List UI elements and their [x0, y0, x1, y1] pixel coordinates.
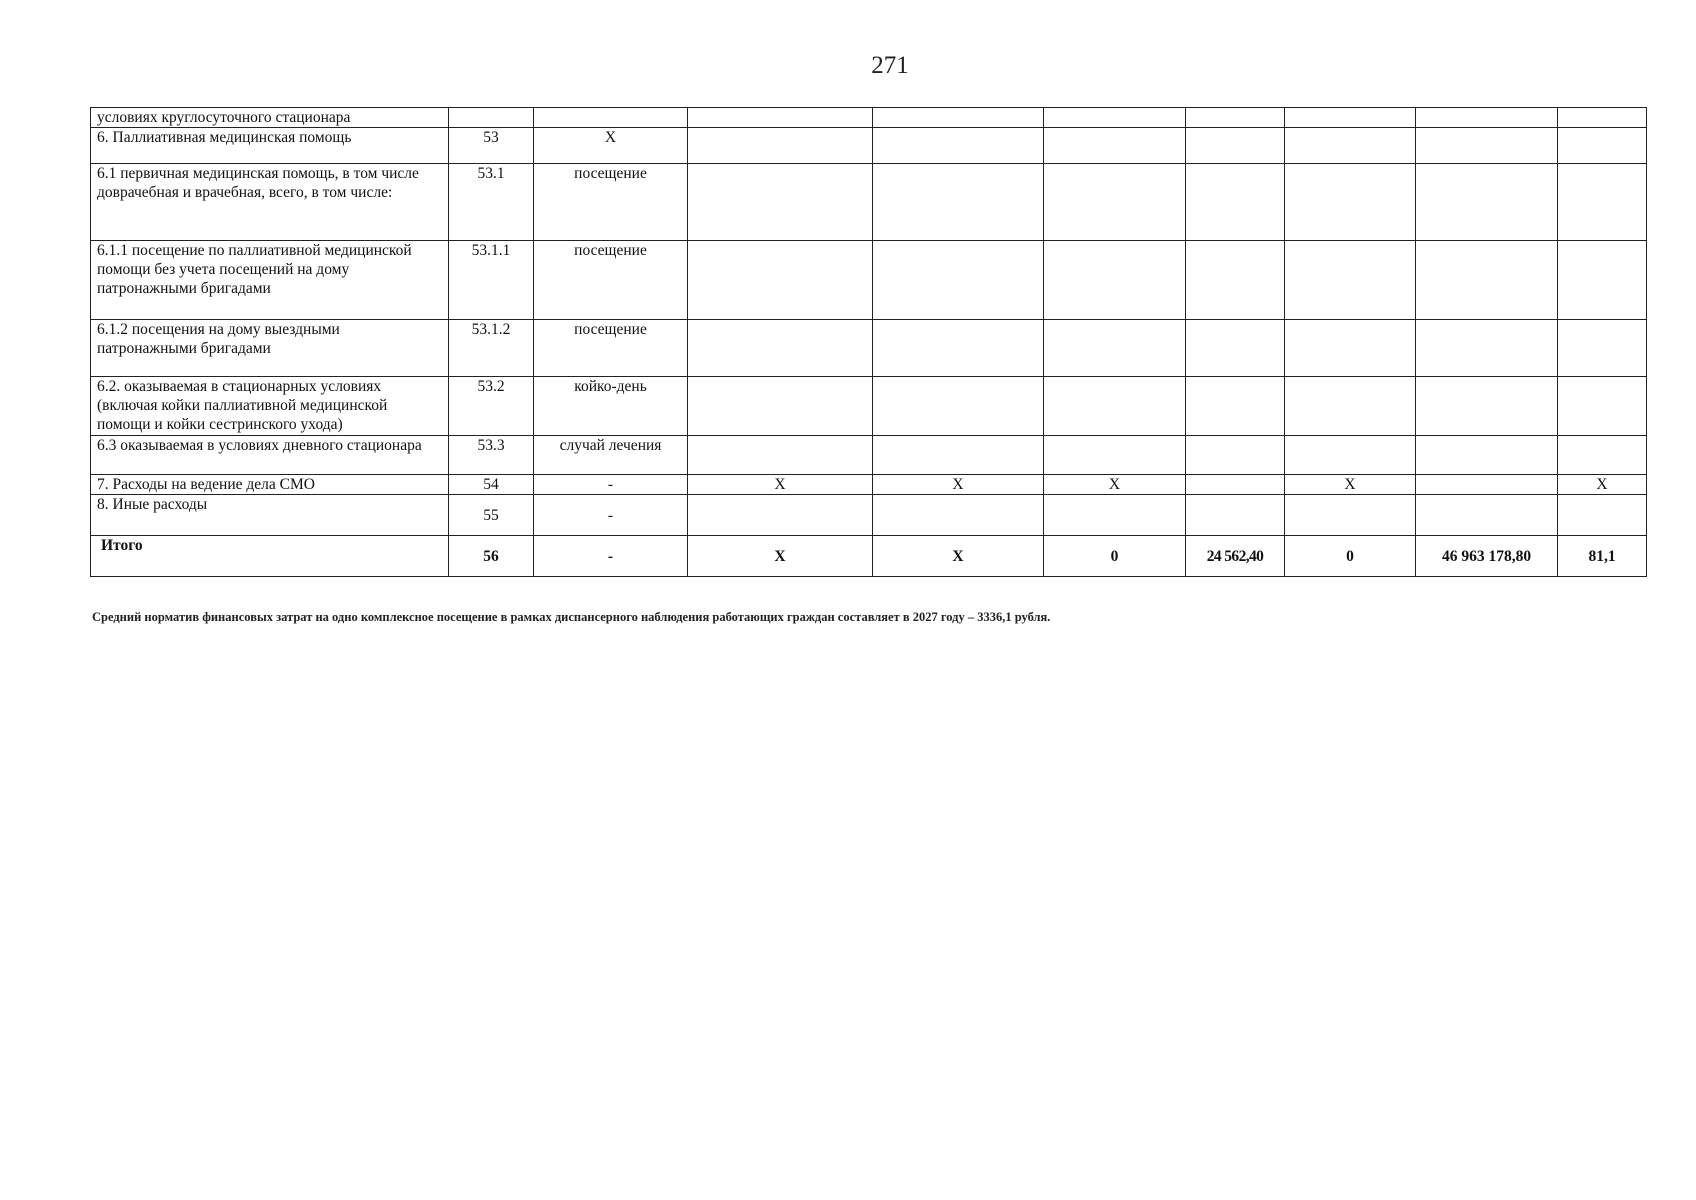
- row-number: [449, 108, 534, 128]
- cell-col6: X: [1044, 475, 1186, 495]
- cell-col9: [1416, 108, 1558, 128]
- cell-col7: [1186, 128, 1285, 164]
- cell-col7: [1186, 377, 1285, 436]
- cell-col7: [1186, 241, 1285, 320]
- footnote: Средний норматив финансовых затрат на одно комплексное посещение в рамках диспансерного наблюдения работающих граждан составляет в 2027 году – 3336,1 рубля.: [92, 610, 1051, 624]
- cell-col6: [1044, 495, 1186, 536]
- cell-col6: [1044, 377, 1186, 436]
- table-row: [91, 108, 1647, 128]
- row-number: 53.2: [449, 377, 534, 436]
- table-row: [91, 377, 1647, 436]
- cell-col4: [688, 495, 873, 536]
- cell-col6: 0: [1044, 536, 1186, 577]
- cell-col10: [1558, 436, 1647, 475]
- table-row: [91, 164, 1647, 241]
- cell-col10: [1558, 128, 1647, 164]
- cell-col6: [1044, 128, 1186, 164]
- row-unit: койко-день: [534, 377, 688, 436]
- cell-col5: [873, 241, 1044, 320]
- cell-col10: [1558, 377, 1647, 436]
- row-number: 56: [449, 536, 534, 577]
- cell-col6: [1044, 241, 1186, 320]
- cell-col4: [688, 128, 873, 164]
- row-unit: [534, 108, 688, 128]
- cell-col9: [1416, 495, 1558, 536]
- cell-col8: [1285, 436, 1416, 475]
- cell-col8: [1285, 164, 1416, 241]
- row-unit: случай лечения: [534, 436, 688, 475]
- cell-col5: [873, 108, 1044, 128]
- cell-col5: [873, 377, 1044, 436]
- cell-col10: 81,1: [1558, 536, 1647, 577]
- cell-col9: [1416, 241, 1558, 320]
- row-name: 6.2. оказываемая в стационарных условиях (включая койки паллиативной медицинской помощи и койки сестринского ухода): [91, 377, 449, 436]
- cell-col5: [873, 164, 1044, 241]
- cell-col8: X: [1285, 475, 1416, 495]
- cell-col7: [1186, 164, 1285, 241]
- cell-col10: X: [1558, 475, 1647, 495]
- cell-col4: [688, 108, 873, 128]
- table-row: [91, 128, 1647, 164]
- cell-col9: [1416, 128, 1558, 164]
- cell-col4: [688, 164, 873, 241]
- cell-col9: [1416, 164, 1558, 241]
- cell-col9: [1416, 377, 1558, 436]
- cell-col10: [1558, 108, 1647, 128]
- cell-col8: [1285, 241, 1416, 320]
- cell-col9: [1416, 475, 1558, 495]
- financing-table: [90, 107, 1647, 577]
- cell-col4: [688, 377, 873, 436]
- table-row: [91, 475, 1647, 495]
- cell-col7: [1186, 475, 1285, 495]
- row-number: 53: [449, 128, 534, 164]
- cell-col6: [1044, 320, 1186, 377]
- cell-col8: [1285, 128, 1416, 164]
- row-number: 55: [449, 495, 534, 536]
- row-unit: -: [534, 495, 688, 536]
- row-number: 53.1.1: [449, 241, 534, 320]
- row-name: 6. Паллиативная медицинская помощь: [91, 128, 449, 164]
- cell-col8: [1285, 495, 1416, 536]
- cell-col5: [873, 495, 1044, 536]
- cell-col10: [1558, 495, 1647, 536]
- row-name: 7. Расходы на ведение дела СМО: [91, 475, 449, 495]
- cell-col5: X: [873, 475, 1044, 495]
- cell-col10: [1558, 241, 1647, 320]
- cell-col5: X: [873, 536, 1044, 577]
- cell-col10: [1558, 320, 1647, 377]
- table-row: [91, 436, 1647, 475]
- cell-col4: [688, 241, 873, 320]
- cell-col4: X: [688, 475, 873, 495]
- cell-col4: X: [688, 536, 873, 577]
- row-number: 53.1.2: [449, 320, 534, 377]
- row-number: 54: [449, 475, 534, 495]
- row-name: 6.1.1 посещение по паллиативной медицинской помощи без учета посещений на дому патронажными бригадами: [91, 241, 449, 320]
- cell-col7: [1186, 320, 1285, 377]
- row-name: условиях круглосуточного стационара: [91, 108, 449, 128]
- row-unit: посещение: [534, 241, 688, 320]
- cell-col7: [1186, 495, 1285, 536]
- cell-col8: [1285, 377, 1416, 436]
- cell-col9: [1416, 436, 1558, 475]
- row-unit: X: [534, 128, 688, 164]
- cell-col10: [1558, 164, 1647, 241]
- cell-col9: [1416, 320, 1558, 377]
- cell-col7: [1186, 436, 1285, 475]
- cell-col8: [1285, 108, 1416, 128]
- table-row: [91, 495, 1647, 536]
- row-unit: посещение: [534, 320, 688, 377]
- row-unit: посещение: [534, 164, 688, 241]
- cell-col6: [1044, 108, 1186, 128]
- row-unit: -: [534, 475, 688, 495]
- cell-col4: [688, 320, 873, 377]
- cell-col9: 46 963 178,80: [1416, 536, 1558, 577]
- cell-col8: [1285, 320, 1416, 377]
- page-number: 271: [871, 52, 909, 79]
- cell-col8: 0: [1285, 536, 1416, 577]
- row-name: Итого: [91, 536, 449, 577]
- row-number: 53.3: [449, 436, 534, 475]
- cell-col5: [873, 436, 1044, 475]
- cell-col6: [1044, 436, 1186, 475]
- row-name: 6.1.2 посещения на дому выездными патронажными бригадами: [91, 320, 449, 377]
- row-unit: -: [534, 536, 688, 577]
- total-row: [91, 536, 1647, 577]
- table-row: [91, 241, 1647, 320]
- row-name: 6.3 оказываемая в условиях дневного стационара: [91, 436, 449, 475]
- cell-col5: [873, 128, 1044, 164]
- cell-col4: [688, 436, 873, 475]
- cell-col6: [1044, 164, 1186, 241]
- cell-col5: [873, 320, 1044, 377]
- row-number: 53.1: [449, 164, 534, 241]
- cell-col7: [1186, 108, 1285, 128]
- row-name: 6.1 первичная медицинская помощь, в том числе доврачебная и врачебная, всего, в том числе:: [91, 164, 449, 241]
- table-row: [91, 320, 1647, 377]
- row-name: 8. Иные расходы: [91, 495, 449, 536]
- cell-col7: 24 562,40: [1186, 536, 1285, 577]
